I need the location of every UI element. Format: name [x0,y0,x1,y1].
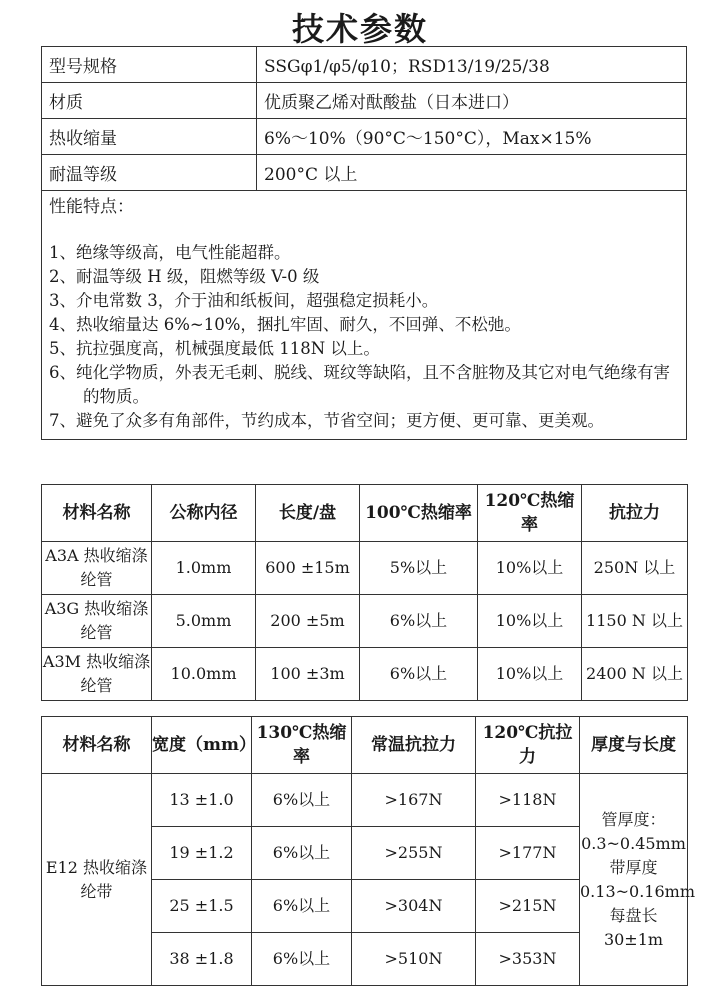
feature-item: 7、避免了众多有角部件，节约成本，节省空间；更方便、更可靠、更美观。 [49,411,604,430]
table-cell: >510N [352,933,476,986]
table-cell: >255N [352,827,476,880]
table-cell: 250N 以上 [582,542,688,595]
spec-value: 200°C 以上 [257,155,687,191]
table-cell: A3G 热收缩涤纶管 [42,595,152,648]
table-cell: 13 ±1.0 [152,774,252,827]
table-cell: 600 ±15m [256,542,360,595]
page-title: 技术参数 [291,10,428,48]
table-cell: 38 ±1.8 [152,933,252,986]
header-cell: 长度/盘 [256,485,360,542]
table-cell: 25 ±1.5 [152,880,252,933]
table-cell: A3M 热收缩涤纶管 [42,648,152,701]
table-row [42,648,688,701]
header-cell: 抗拉力 [582,485,688,542]
table-cell: 1150 N 以上 [582,595,688,648]
table-cell: 10%以上 [478,542,582,595]
table-header-row [42,717,688,774]
table-cell: 10%以上 [478,648,582,701]
header-cell: 130℃热缩率 [252,717,352,774]
features-title: 性能特点： [49,197,134,217]
table-cell: >177N [476,827,580,880]
table-cell: >167N [352,774,476,827]
spec-label: 型号规格 [42,47,257,83]
header-cell: 公称内径 [152,485,256,542]
feature-item: 1、绝缘等级高，电气性能超群。 [49,243,291,262]
table-cell: >215N [476,880,580,933]
table-cell: 1.0mm [152,542,256,595]
thickness-note-cell: 管厚度：0.3~0.45mm 带厚度 0.13~0.16mm 每盘长 30±1m [580,774,688,986]
features-cell [42,191,687,440]
table-cell: >118N [476,774,580,827]
table-cell: 6%以上 [252,774,352,827]
header-cell: 120℃抗拉力 [476,717,580,774]
spec-label: 耐温等级 [42,155,257,191]
table-cell: 10.0mm [152,648,256,701]
features-row [42,191,687,440]
table-cell: 10%以上 [478,595,582,648]
feature-item: 4、热收缩量达 6%~10%，捆扎牢固、耐久，不回弹、不松弛。 [49,315,521,334]
table-cell: 19 ±1.2 [152,827,252,880]
table-row [42,774,688,827]
header-cell: 材料名称 [42,485,152,542]
table-cell: 5.0mm [152,595,256,648]
header-cell: 厚度与长度 [580,717,688,774]
spec-table [41,46,687,440]
spec-value: 优质聚乙烯对酞酸盐（日本进口） [257,83,687,119]
table-cell: >353N [476,933,580,986]
feature-item: 6、纯化学物质，外表无毛刺、脱线、斑纹等缺陷，且不含脏物及其它对电气绝缘有害的物质。 [49,363,670,406]
table-cell: 6%以上 [252,827,352,880]
header-cell: 材料名称 [42,717,152,774]
feature-item: 5、抗拉强度高，机械强度最低 118N 以上。 [49,339,380,358]
spec-label: 材质 [42,83,257,119]
spec-value: SSGφ1/φ5/φ10；RSD13/19/25/38 [257,47,687,83]
tape-table [41,716,695,986]
spec-value: 6%～10%（90°C～150°C），Max×15% [257,119,687,155]
table-cell: 6%以上 [252,880,352,933]
table-cell: 5%以上 [360,542,478,595]
feature-item: 3、介电常数 3，介于油和纸板间，超强稳定损耗小。 [49,291,439,310]
tube-table [41,484,688,701]
spec-row [42,119,687,155]
table-cell: 2400 N 以上 [582,648,688,701]
features-list [49,241,678,433]
header-cell: 100℃热缩率 [360,485,478,542]
table-row [42,542,688,595]
spec-row [42,47,687,83]
spec-row [42,83,687,119]
header-cell: 常温抗拉力 [352,717,476,774]
spec-label: 热收缩量 [42,119,257,155]
spec-row [42,155,687,191]
table-cell: 100 ±3m [256,648,360,701]
header-cell: 宽度（mm） [152,717,252,774]
table-row [42,595,688,648]
table-cell: A3A 热收缩涤纶管 [42,542,152,595]
table-header-row [42,485,688,542]
table-cell: >304N [352,880,476,933]
material-cell: E12 热收缩涤纶带 [42,774,152,986]
table-cell: 6%以上 [252,933,352,986]
header-cell: 120℃热缩率 [478,485,582,542]
feature-item: 2、耐温等级 H 级，阻燃等级 V-0 级 [49,267,320,286]
table-cell: 6%以上 [360,595,478,648]
table-cell: 6%以上 [360,648,478,701]
table-cell: 200 ±5m [256,595,360,648]
